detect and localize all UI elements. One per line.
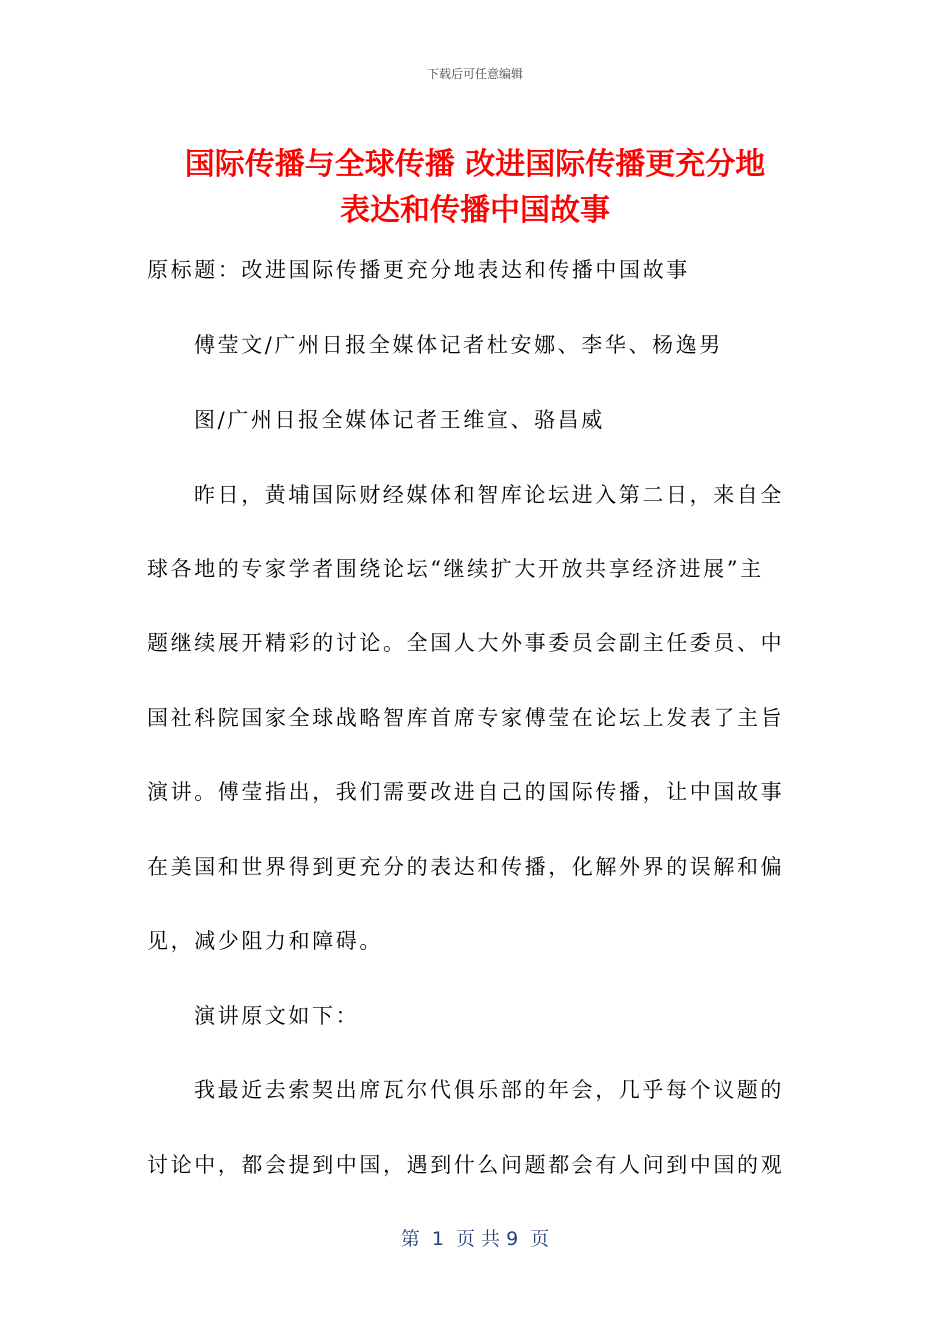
author-credit-line: 傅莹文/广州日报全媒体记者杜安娜、李华、杨逸男	[194, 333, 723, 357]
paragraph-line: 演讲。傅莹指出，我们需要改进自己的国际传播，让中国故事	[147, 780, 785, 804]
original-title-line: 原标题：改进国际传播更充分地表达和传播中国故事	[147, 258, 690, 282]
paragraph-line: 演讲原文如下：	[194, 1004, 360, 1028]
paragraph-line: 在美国和世界得到更充分的表达和传播，化解外界的误解和偏	[147, 855, 785, 879]
title-line-2: 表达和传播中国故事	[340, 193, 610, 228]
photo-credit-line: 图/广州日报全媒体记者王维宣、骆昌威	[194, 408, 605, 432]
page-number-footer: 第 1 页 共 9 页	[400, 1228, 550, 1250]
paragraph-line: 球各地的专家学者围绕论坛“继续扩大开放共享经济进展”主	[147, 557, 764, 581]
paragraph-line: 见，减少阻力和障碍。	[147, 929, 383, 953]
paragraph-line: 题继续展开精彩的讨论。全国人大外事委员会副主任委员、中	[147, 631, 785, 655]
document-title	[140, 142, 810, 234]
page-header: 下载后可任意编辑	[426, 67, 523, 81]
paragraph-line: 昨日，黄埔国际财经媒体和智库论坛进入第二日，来自全	[194, 483, 784, 507]
title-line-1: 国际传播与全球传播 改进国际传播更充分地	[184, 147, 766, 182]
paragraph-line: 国社科院国家全球战略智库首席专家傅莹在论坛上发表了主旨	[147, 706, 785, 730]
paragraph-line: 讨论中，都会提到中国，遇到什么问题都会有人问到中国的观	[147, 1153, 785, 1177]
paragraph-line: 我最近去索契出席瓦尔代俱乐部的年会，几乎每个议题的	[194, 1078, 784, 1102]
